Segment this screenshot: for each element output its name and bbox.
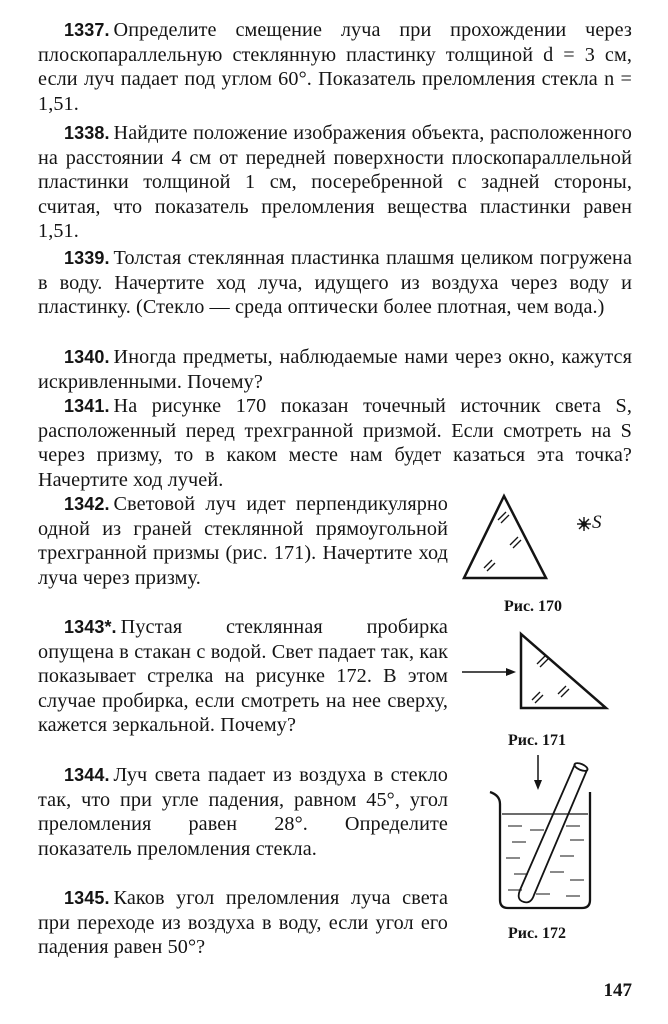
- beaker: [490, 792, 590, 908]
- problem-text: Луч света падает из воздуха в стекло так, что при угле падения, равном 45°, угол преломления равен 28°. Определите показатель преломления стекла.: [38, 764, 448, 860]
- source-label-s: S: [592, 512, 602, 533]
- caption-171: Рис. 171: [507, 732, 567, 749]
- problem-number: 1340.: [64, 347, 110, 367]
- caption-172: Рис. 172: [507, 925, 567, 942]
- caption-170: Рис. 170: [503, 598, 563, 615]
- test-tube: [519, 762, 589, 903]
- problem-text: Толстая стеклянная пластинка плашмя целиком погружена в воду. Начертите ход луча, идущего из воздуха через воду и пластинку. (Стекло — среда оптически более плотная, чем вода.): [38, 247, 632, 318]
- problem-number: 1341.: [64, 396, 110, 416]
- problem-text: Иногда предметы, наблюдаемые нами через окно, кажутся искривленными. Почему?: [38, 346, 632, 393]
- problem-number: 1345.: [64, 888, 110, 908]
- problem-text: Найдите положение изображения объекта, расположенного на расстоянии 4 см от передней поверхности плоскопараллельной пластинки толщиной 1 см, посеребренной с задней стороны, считая, что показатель преломления вещества пластинки равен 1,51.: [38, 122, 632, 242]
- problem-number: 1337.: [64, 20, 110, 40]
- problem-text: Каков угол преломления луча света при переходе из воздуха в воду, если угол его падения равен 50°?: [38, 887, 448, 958]
- problem-number: 1344.: [64, 765, 110, 785]
- page-number: 147: [603, 980, 632, 1001]
- problem-text: На рисунке 170 показан точечный источник света S, расположенный перед трехгранной призмой. Если смотреть на S через призму, то в каком месте нам будет казаться эта точка? Начертите ход лучей.: [38, 395, 632, 491]
- problem-number: 1343*.: [64, 617, 117, 637]
- problem-number: 1338.: [64, 123, 110, 143]
- water-texture: [506, 826, 584, 896]
- problem-text: Световой луч идет перпендикулярно одной из граней стеклянной прямоугольной трехгранной призмы (рис. 171). Начертите ход луча через призму.: [38, 493, 448, 589]
- problem-number: 1342.: [64, 494, 110, 514]
- problem-number: 1339.: [64, 248, 110, 268]
- arrowhead-icon: [534, 780, 542, 790]
- problem-text: Пустая стеклянная пробирка опущена в стакан с водой. Свет падает так, как показывает стрелка на рисунке 172. В этом случае пробирка, если смотреть на нее сверху, кажется зеркальной. Почему?: [38, 616, 448, 736]
- problem-text: Определите смещение луча при прохождении через плоскопараллельную стеклянную пластинку толщиной d = 3 см, если луч падает под углом 60°. Показатель преломления стекла n = 1,51.: [38, 19, 632, 115]
